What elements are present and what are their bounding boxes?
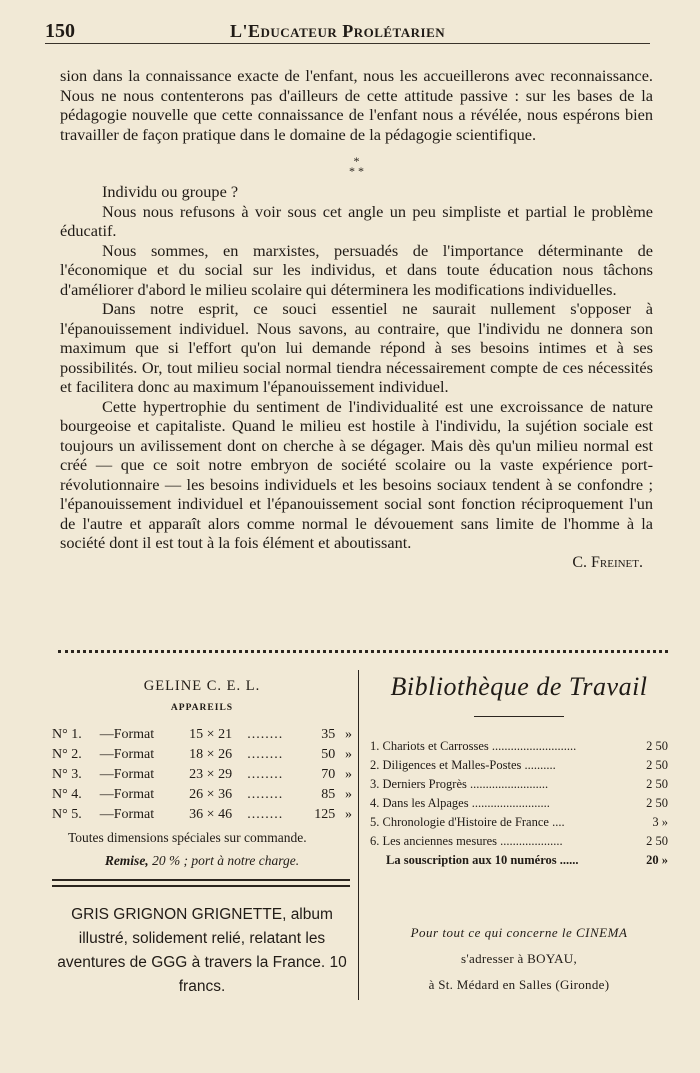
biblio-item-price: 3 » [652,815,668,829]
format-label: Format [113,767,155,782]
page-number: 150 [45,20,75,42]
biblio-item-label: 4. Dans les Alpages ......................... [370,796,550,810]
album-ad: GRIS GRIGNON GRIGNETTE, album illustré, solidement relié, relatant les aventures de GGG à travers la France. 10 francs. [57,906,347,995]
running-header [45,18,650,44]
biblio-item [370,815,678,834]
format-dash: — [99,787,114,802]
section-asterism [60,156,653,176]
format-price: 35 [321,727,336,742]
right-column [360,670,678,998]
author-signature: C. Freinet. [572,553,643,571]
format-price: 85 [321,787,336,802]
format-leader: ........ [247,787,284,802]
format-size: 23 × 29 [189,767,233,782]
biblio-item [370,758,678,777]
cinema-ad [360,920,678,998]
biblio-item-label: 1. Chariots et Carrosses ........................... [370,739,577,753]
biblio-item [370,739,678,758]
cinema-line: Pour tout ce qui concerne le CINEMA [410,925,628,940]
format-label: Format [113,727,155,742]
format-leader: ........ [247,767,284,782]
format-dash: — [99,727,114,742]
asterism-top: * [353,154,360,168]
biblio-item-label: 6. Les anciennes mesures .................... [370,834,563,848]
remise-note [52,853,352,869]
format-number: N° 1. [52,727,82,742]
article-paragraph: Cette hypertrophie du sentiment de l'individualité est une excroissance de nature bourgeoise et capitaliste. Quand le milieu est hostile à l'individu, la sujétion sociale est toujours un avilissement dont on cherche à se dégager. Mais dès qu'un milieu normal est créé — que ce soit notre embryon de société scolaire ou la vaste expérience port-révolutionnaire — les besoins individuels et les besoins sociaux tendent à se confondre ; l'épanouissement individuel et l'épanouissement social sont fonction réciproquement l'un de l'autre et apparaît alors comme normal le dévouement sans limite de l'homme à la société dont il est tout à la fois élément et aboutissant. [60,396,653,552]
format-dash: — [99,747,114,762]
section-title: Individu ou groupe ? [102,182,239,201]
format-number: N° 2. [52,747,82,762]
format-size: 26 × 36 [189,787,233,802]
article-paragraph: Nous sommes, en marxistes, persuadés de l'importance déterminante de l'économique et du social sur les individus, et dans toute éducation nous tâchons d'améliorer d'abord le milieu scolaire qui déterminera les modifications individuelles. [60,240,653,299]
dotted-separator [58,650,668,653]
biblio-item-price: 2 50 [646,777,668,791]
header-rule [45,43,650,44]
format-row [52,725,352,745]
remise-text: 20 % ; port à notre charge. [152,853,300,868]
asterism-bottom: * * [349,164,364,178]
article-paragraph: sion dans la connaissance exacte de l'enfant, nous les accueillerons avec reconnaissance. Nous ne nous contenterons pas d'ailleurs de cette attitude passive : sur les bases de la pédagogie nouvelle que cette connaissance de l'enfant nous a révélée, nous espérons bien travailler de façon pratique dans le domaine de la pédagogie scientifique. [60,66,653,144]
cinema-line: à St. Médard en Salles (Gironde) [428,977,610,992]
biblio-item-label: 3. Derniers Progrès ......................... [370,777,549,791]
biblio-title: Bibliothèque de Travail [390,672,648,701]
format-price: 70 [321,767,336,782]
left-column [52,670,352,999]
format-row [52,745,352,765]
format-number: N° 4. [52,787,82,802]
article-body [60,66,653,572]
format-row [52,765,352,785]
biblio-list [370,739,678,872]
column-divider [358,670,359,1000]
biblio-item-label: 5. Chronologie d'Histoire de France .... [370,815,565,829]
format-price-table [52,725,352,825]
format-label: Format [113,807,155,822]
biblio-item-price: 2 50 [646,796,668,810]
geline-ad-title: GELINE C. E. L. [143,678,261,694]
journal-title: L'Educateur Prolétarien [230,21,446,41]
biblio-item [370,796,678,815]
biblio-item-price: 2 50 [646,834,668,848]
souscription-row [370,853,678,872]
format-label: Format [113,747,155,762]
format-size: 15 × 21 [189,727,233,742]
double-rule [52,879,350,887]
article-paragraph: Nous nous refusons à voir sous cet angle un peu simpliste et partial le problème éducatif. [60,201,653,240]
format-dash: — [99,767,114,782]
format-leader: ........ [247,727,284,742]
format-number: N° 3. [52,767,82,782]
cinema-line: s'adresser à BOYAU, [461,951,577,966]
format-row [52,805,352,825]
souscription-label: La souscription aux 10 numéros ...... [386,853,579,867]
format-number: N° 5. [52,807,82,822]
format-row [52,785,352,805]
biblio-item [370,834,678,853]
geline-ad-subtitle: APPAREILS [170,703,234,713]
format-size: 18 × 26 [189,747,233,762]
format-ditto: » [345,747,352,762]
format-dash: — [99,807,114,822]
format-ditto: » [345,807,352,822]
format-ditto: » [345,767,352,782]
biblio-item-price: 2 50 [646,739,668,753]
format-leader: ........ [247,747,284,762]
short-rule [474,716,564,717]
article-paragraph: Dans notre esprit, ce souci essentiel ne saurait nullement s'opposer à l'épanouissement individuel. Nous savons, au contraire, que l'individu ne donnera son maximum que si l'effort qu'on lui demande répond à ses besoins intimes et à ses possibilités. Or, tout milieu social normal tiendra nécessairement compte de ces nécessités et facilitera donc au maximum l'épanouissement individuel. [60,299,653,396]
format-price: 50 [321,747,336,762]
biblio-item [370,777,678,796]
dimensions-note: Toutes dimensions spéciales sur commande. [68,830,307,845]
biblio-item-price: 2 50 [646,758,668,772]
format-size: 36 × 46 [189,807,233,822]
format-ditto: » [345,727,352,742]
remise-label: Remise, [104,853,149,868]
format-price: 125 [314,807,336,822]
format-ditto: » [345,787,352,802]
biblio-item-label: 2. Diligences et Malles-Postes .......... [370,758,556,772]
format-leader: ........ [247,807,284,822]
souscription-price: 20 » [646,853,668,867]
format-label: Format [113,787,155,802]
